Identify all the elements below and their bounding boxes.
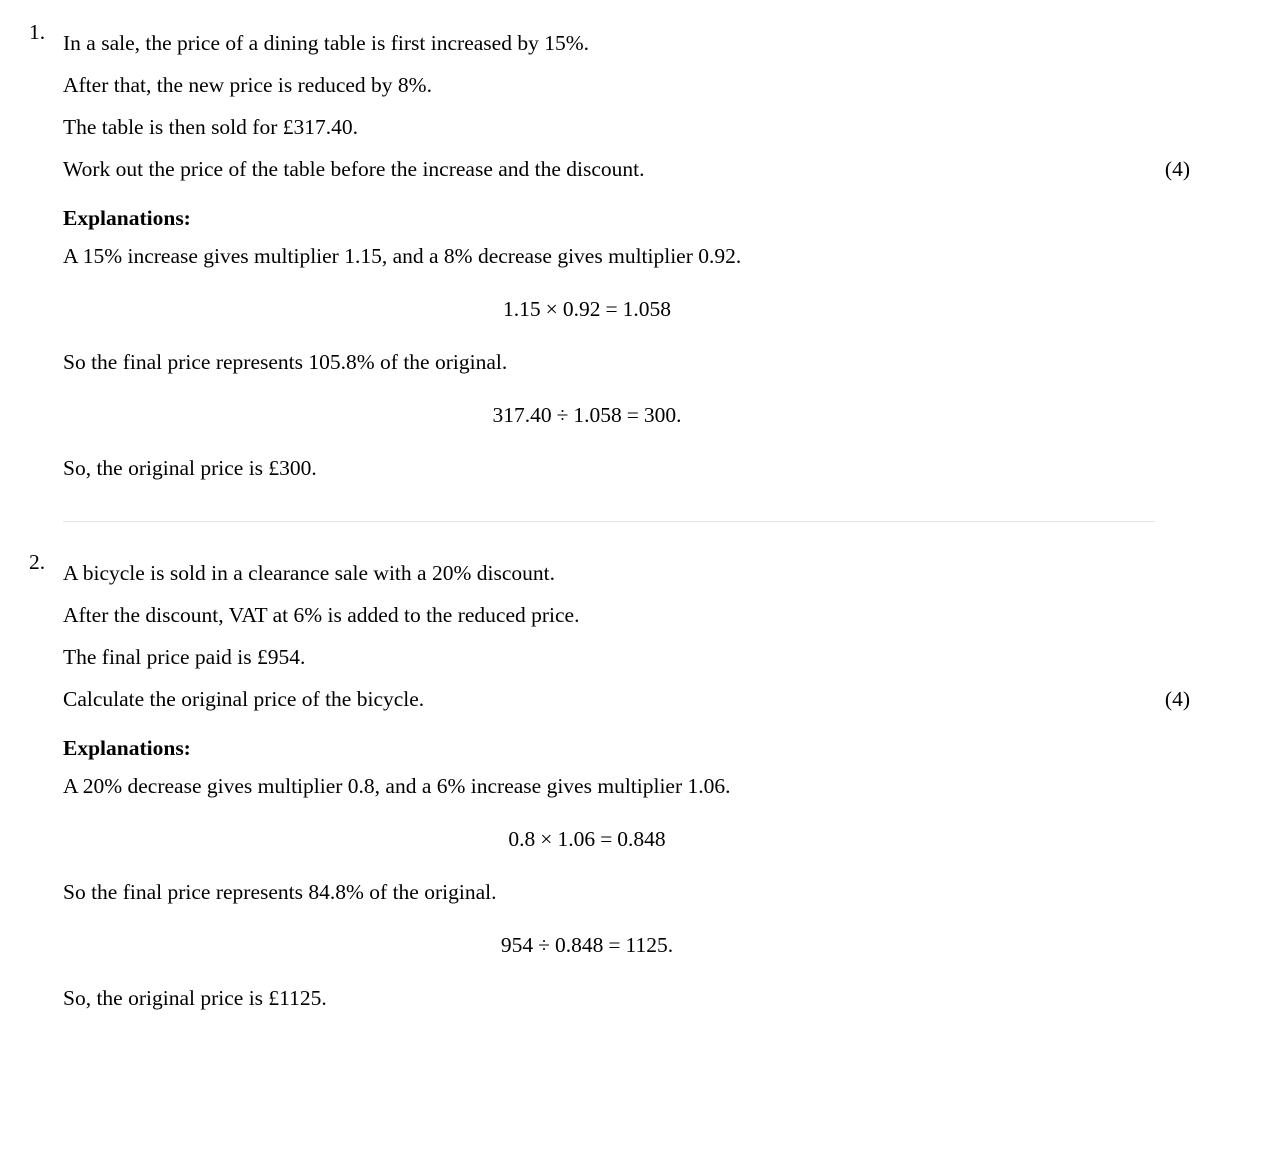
question-2-explanation-intro: A 20% decrease gives multiplier 0.8, and a 6% increase gives multiplier 1.06. <box>63 774 731 798</box>
equals-icon: = <box>605 297 618 321</box>
question-1-equation-1-left: 1.15 <box>503 297 541 321</box>
question-2-equation-1 <box>0 808 1264 870</box>
question-1-equation-1-result: 1.058 <box>622 297 671 321</box>
question-1-equation-2-left: 317.40 <box>492 403 552 427</box>
question-1-explanations-heading: Explanations: <box>63 206 191 230</box>
question-2-explanations-heading: Explanations: <box>63 736 191 760</box>
question-2-marks: (4) <box>1164 687 1190 711</box>
question-2-conclusion-wrap <box>0 976 1264 1020</box>
question-2-stem-text-4: Calculate the original price of the bicycle. <box>63 687 425 711</box>
question-2-stem-line-3 <box>63 636 1224 678</box>
multiplication-icon: × <box>545 297 558 321</box>
question-1-equation-2 <box>0 384 1264 446</box>
question-1-conclusion: So, the original price is £300. <box>63 456 317 480</box>
question-2-equation-1-left: 0.8 <box>508 827 536 851</box>
question-2-number: 2. <box>29 550 46 574</box>
question-1-marks: (4) <box>1164 157 1190 181</box>
divider-spacer <box>0 522 1264 552</box>
division-icon: ÷ <box>538 933 550 957</box>
question-2-equation-2 <box>0 914 1264 976</box>
division-icon: ÷ <box>556 403 569 427</box>
question-2-stem-line-4 <box>63 678 1224 720</box>
question-2 <box>0 552 1264 720</box>
question-1-explanation-intro: A 15% increase gives multiplier 1.15, and a 8% decrease gives multiplier 0.92. <box>63 244 742 268</box>
question-1-stem-line-2 <box>63 64 1224 106</box>
question-1-stem-text-1: In a sale, the price of a dining table is first increased by 15%. <box>63 31 589 55</box>
question-1-equation-1 <box>0 278 1264 340</box>
question-1-conclusion-wrap <box>0 446 1264 490</box>
question-1-stem-line-4 <box>63 148 1224 190</box>
question-2-equation-2-right: 0.848 <box>554 933 604 957</box>
question-1-stem-text-4: Work out the price of the table before the increase and the discount. <box>63 157 645 181</box>
question-1 <box>0 22 1264 190</box>
question-1-stem-line-1 <box>63 22 1224 64</box>
question-2-equation-1-result: 0.848 <box>617 827 666 851</box>
question-2-stem-line-2 <box>63 594 1224 636</box>
question-1-equation-1-right: 0.92 <box>562 297 601 321</box>
question-1-explanation-middle: So the final price represents 105.8% of the original. <box>63 350 508 374</box>
question-2-equation-1-right: 1.06 <box>557 827 596 851</box>
equals-icon: = <box>600 827 613 851</box>
question-1-stem-text-3: The table is then sold for £317.40. <box>63 115 358 139</box>
question-1-explanations <box>0 190 1264 278</box>
question-2-stem-line-1 <box>63 552 1224 594</box>
question-1-equation-2-result: 300. <box>643 403 682 427</box>
question-1-equation-2-right: 1.058 <box>573 403 622 427</box>
question-1-number: 1. <box>29 20 46 44</box>
multiplication-icon: × <box>540 827 553 851</box>
question-2-explanation-middle: So the final price represents 84.8% of the original. <box>63 880 497 904</box>
question-2-conclusion: So, the original price is £1125. <box>63 986 327 1010</box>
question-1-stem-line-3 <box>63 106 1224 148</box>
question-2-explanations <box>0 720 1264 808</box>
question-2-equation-2-result: 1125. <box>625 933 674 957</box>
question-1-stem-text-2: After that, the new price is reduced by 8%. <box>63 73 432 97</box>
equals-icon: = <box>626 403 639 427</box>
question-2-stem-text-2: After the discount, VAT at 6% is added to the reduced price. <box>63 603 580 627</box>
question-1-explanation-middle-wrap <box>0 340 1264 384</box>
question-2-explanation-middle-wrap <box>0 870 1264 914</box>
question-2-equation-2-left: 954 <box>500 933 534 957</box>
question-2-stem-text-3: The final price paid is £954. <box>63 645 306 669</box>
question-2-stem-text-1: A bicycle is sold in a clearance sale with a 20% discount. <box>63 561 555 585</box>
equals-icon: = <box>608 933 621 957</box>
